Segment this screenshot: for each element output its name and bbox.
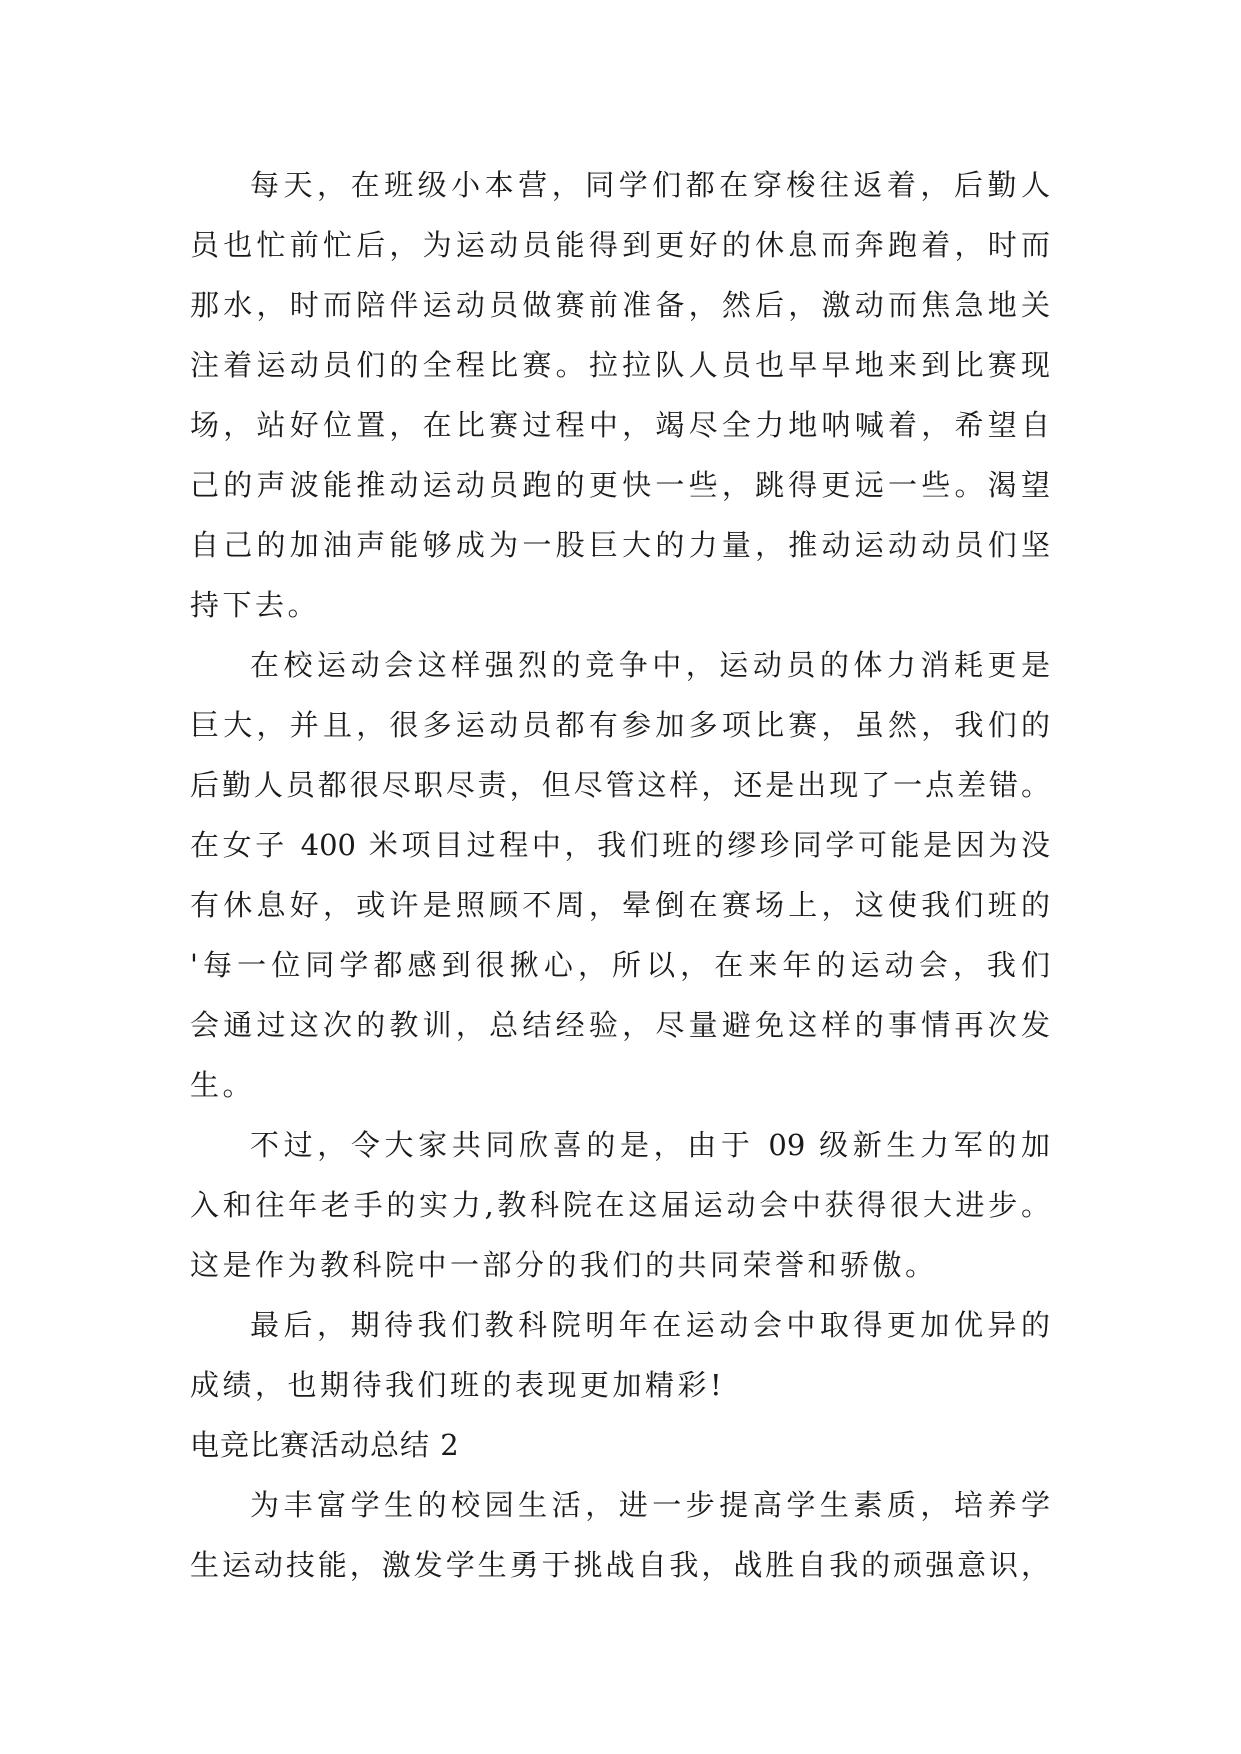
- paragraph-line: 成绩，也期待我们班的表现更加精彩!: [190, 1368, 726, 1402]
- paragraph-line: 持下去。: [190, 588, 321, 622]
- paragraph-line: 为丰富学生的校园生活，进一步提高学生素质，培养学: [250, 1488, 1050, 1522]
- paragraph-line: 每天，在班级小本营，同学们都在穿梭往返着，后勤人: [250, 168, 1050, 202]
- paragraph-line: 员也忙前忙后，为运动员能得到更好的休息而奔跑着，时而: [190, 228, 1050, 262]
- paragraph-line: 在校运动会这样强烈的竞争中，运动员的体力消耗更是: [250, 648, 1050, 682]
- paragraph-line: 有休息好，或许是照顾不周，晕倒在赛场上，这使我们班的: [190, 888, 1050, 922]
- paragraph-line: 后勤人员都很尽职尽责，但尽管这样，还是出现了一点差错。: [190, 768, 1050, 802]
- paragraph-line: 入和往年老手的实力,教科院在这届运动会中获得很大进步。: [190, 1188, 1050, 1222]
- paragraph-line: 在女子 400 米项目过程中，我们班的缪珍同学可能是因为没: [190, 828, 1050, 862]
- document-body: [190, 155, 1050, 1595]
- paragraph-line: 生运动技能，激发学生勇于挑战自我，战胜自我的顽强意识，: [190, 1548, 1050, 1582]
- paragraph-line: 不过，令大家共同欣喜的是，由于 09 级新生力军的加: [250, 1128, 1050, 1162]
- paragraph-line: '每一位同学都感到很揪心，所以，在来年的运动会，我们: [190, 948, 1050, 982]
- section-heading: 电竞比赛活动总结 2: [190, 1428, 460, 1462]
- paragraph-line: 那水，时而陪伴运动员做赛前准备，然后，激动而焦急地关: [190, 288, 1050, 322]
- paragraph-line: 生。: [190, 1068, 256, 1102]
- paragraph-line: 自己的加油声能够成为一股巨大的力量，推动运动动员们坚: [190, 528, 1050, 562]
- paragraph-line: 己的声波能推动运动员跑的更快一些，跳得更远一些。渴望: [190, 468, 1050, 502]
- paragraph-line: 场，站好位置，在比赛过程中，竭尽全力地呐喊着，希望自: [190, 408, 1050, 442]
- paragraph-line: 这是作为教科院中一部分的我们的共同荣誉和骄傲。: [190, 1248, 938, 1282]
- paragraph-line: 注着运动员们的全程比赛。拉拉队人员也早早地来到比赛现: [190, 348, 1050, 382]
- paragraph-line: 巨大，并且，很多运动员都有参加多项比赛，虽然，我们的: [190, 708, 1050, 742]
- paragraph-line: 最后，期待我们教科院明年在运动会中取得更加优异的: [250, 1308, 1050, 1342]
- paragraph-line: 会通过这次的教训，总结经验，尽量避免这样的事情再次发: [190, 1008, 1050, 1042]
